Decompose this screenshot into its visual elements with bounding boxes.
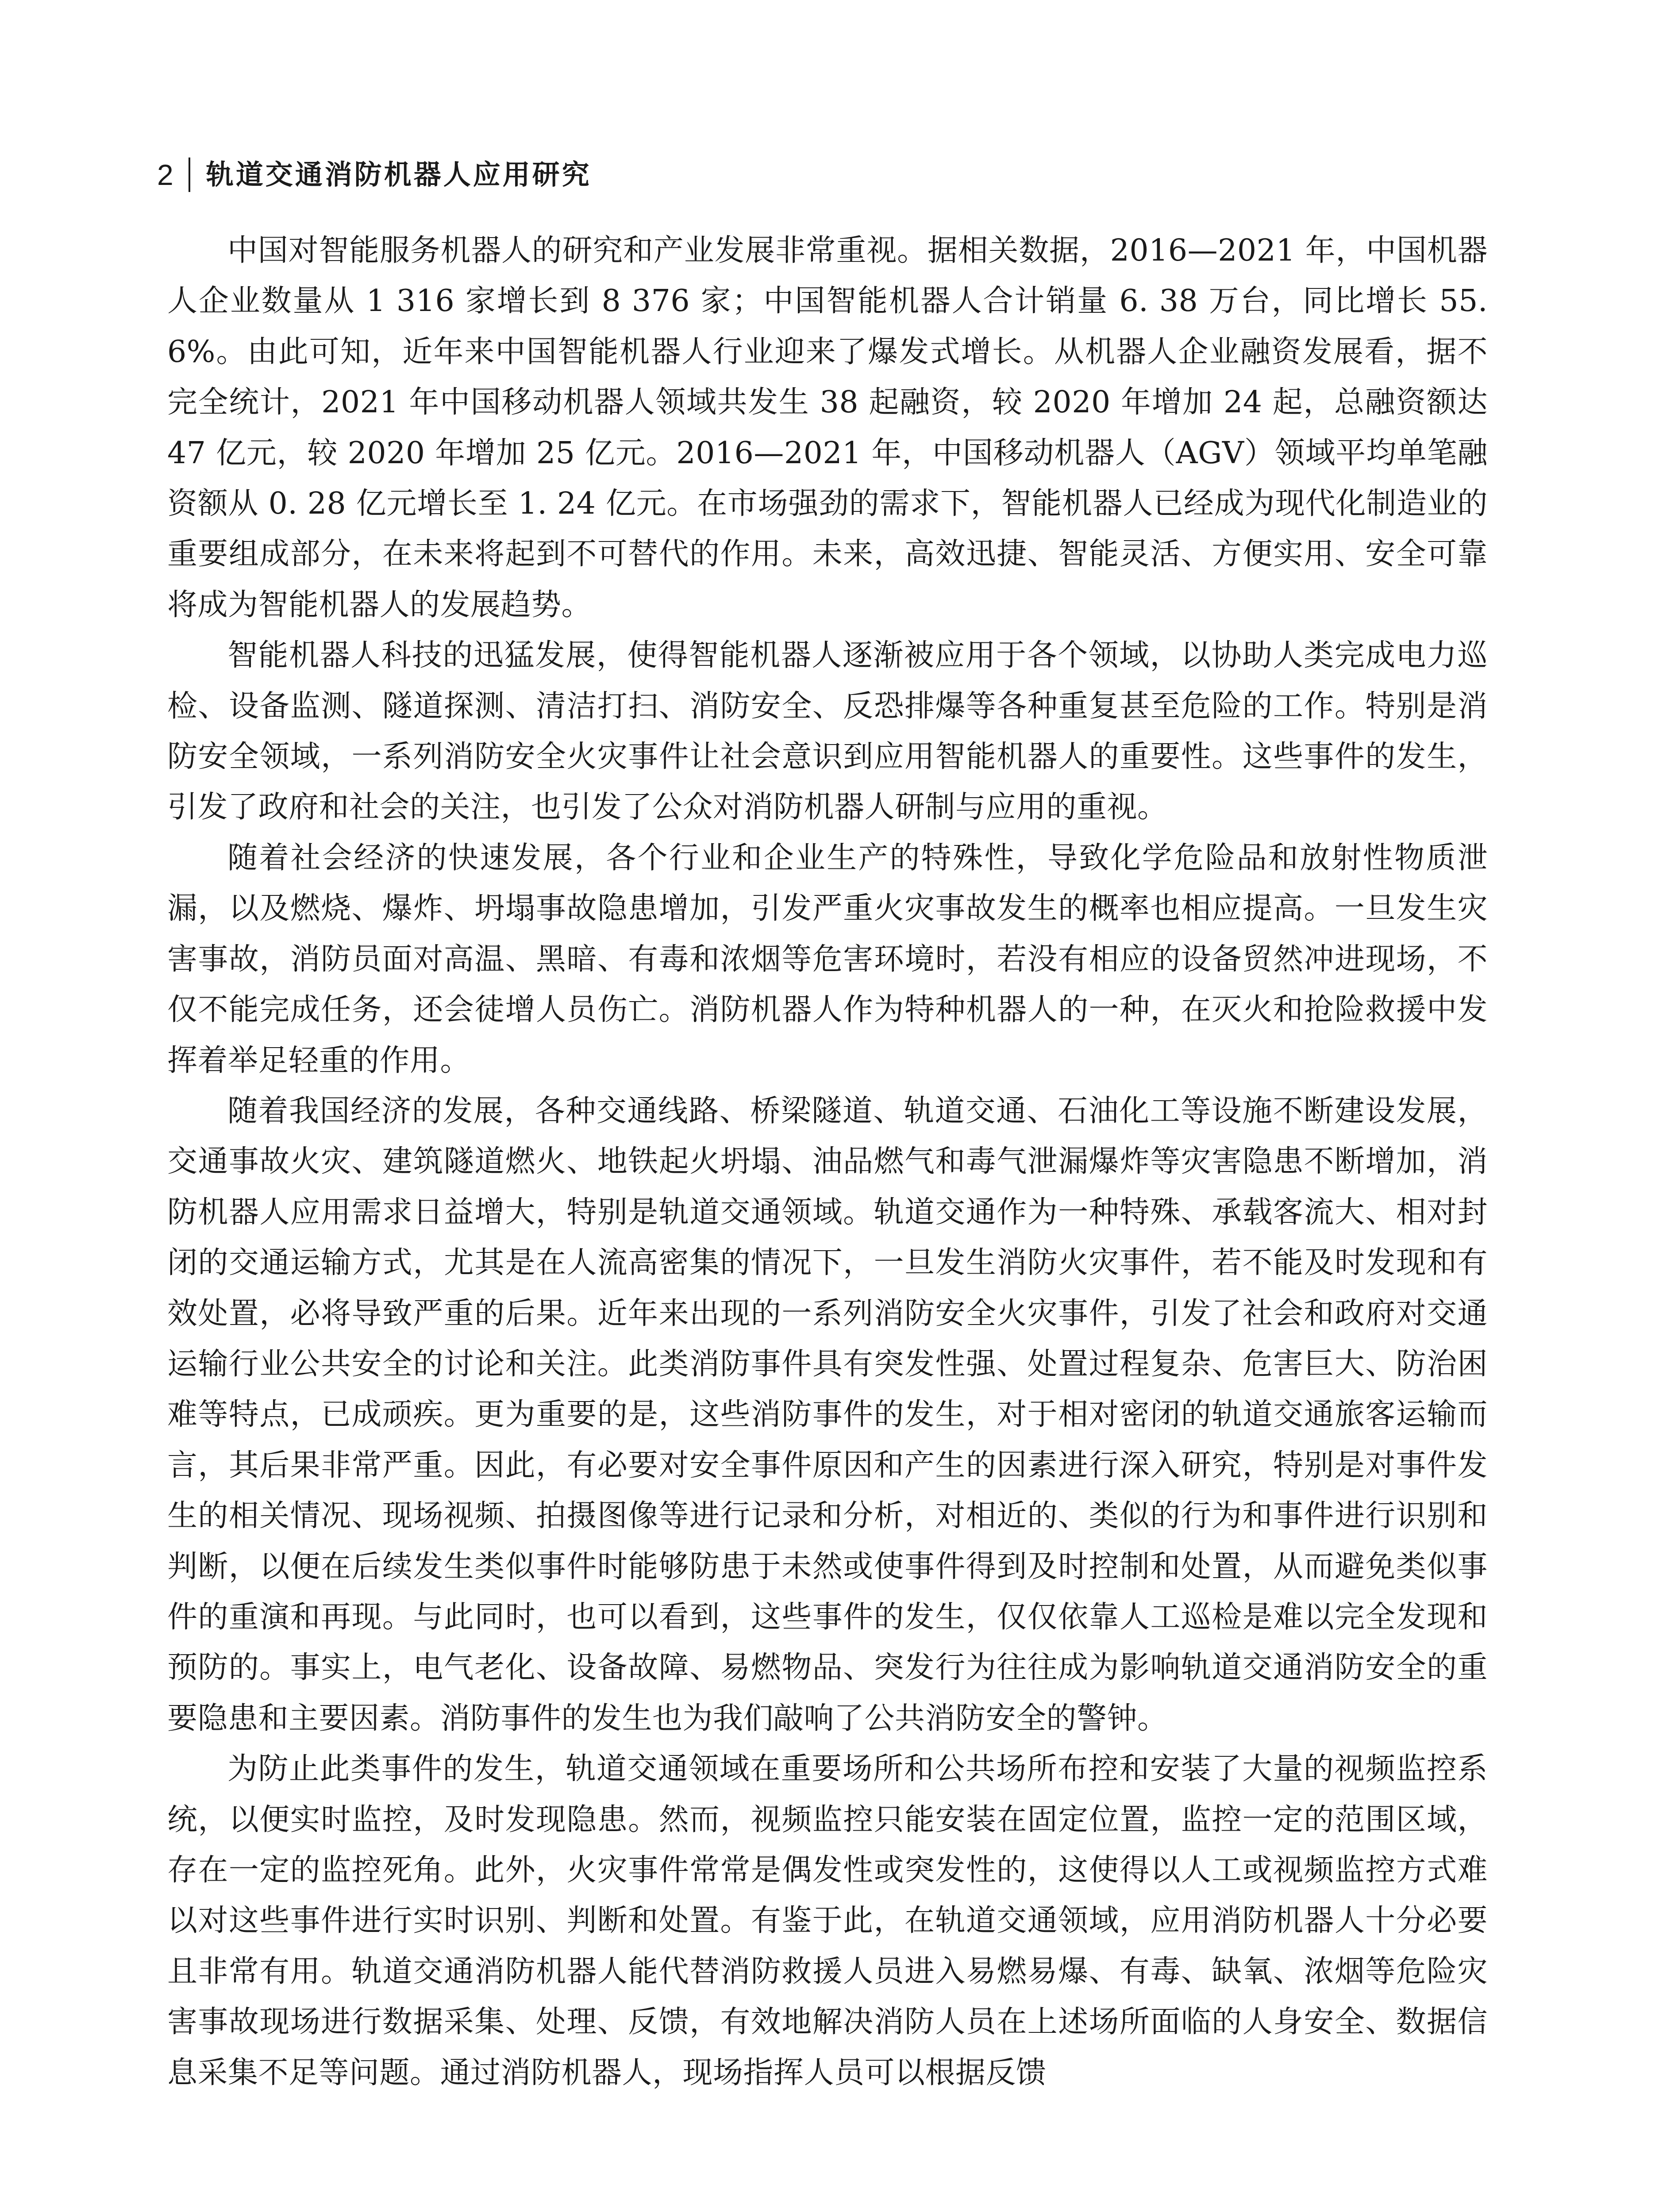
paragraph-5: 为防止此类事件的发生，轨道交通领域在重要场所和公共场所布控和安装了大量的视频监控系统，以便实时监控，及时发现隐患。然而，视频监控只能安装在固定位置，监控一定的范围区域，存在一定的监控死角。此外，火灾事件常常是偶发性或突发性的，这使得以人工或视频监控方式难以对这些事件进行实时识别、判断和处置。有鉴于此，在轨道交通领域，应用消防机器人十分必要且非常有用。轨道交通消防机器人能代替消防救援人员进入易燃易爆、有毒、缺氧、浓烟等危险灾害事故现场进行数据采集、处理、反馈，有效地解决消防人员在上述场所面临的人身安全、数据信息采集不足等问题。通过消防机器人，现场指挥人员可以根据反馈 — [167, 1751, 1488, 2090]
page-number: 2 — [157, 158, 173, 191]
paragraph-3: 随着社会经济的快速发展，各个行业和企业生产的特殊性，导致化学危险品和放射性物质泄漏，以及燃烧、爆炸、坍塌事故隐患增加，引发严重火灾事故发生的概率也相应提高。一旦发生灾害事故，消防员面对高温、黑暗、有毒和浓烟等危害环境时，若没有相应的设备贸然冲进现场，不仅不能完成任务，还会徒增人员伤亡。消防机器人作为特种机器人的一种，在灭火和抢险救援中发挥着举足轻重的作用。 — [167, 840, 1488, 1078]
body-text — [167, 226, 1488, 2098]
running-header — [157, 155, 592, 195]
header-divider — [189, 157, 190, 192]
paragraph-1: 中国对智能服务机器人的研究和产业发展非常重视。据相关数据，2016—2021 年，中国机器人企业数量从 1 316 家增长到 8 376 家；中国智能机器人合计销量 6. 38 万台，同比增长 55. 6%。由此可知，近年来中国智能机器人行业迎来了爆发式增长。从机器人企业融资发展看，据不完全统计，2021 年中国移动机器人领域共发生 38 起融资，较 2020 年增加 24 起，总融资额达 47 亿元，较 2020 年增加 25 亿元。2016—2021 年，中国移动机器人（AGV）领域平均单笔融资额从 0. 28 亿元增长至 1. 24 亿元。在市场强劲的需求下，智能机器人已经成为现代化制造业的重要组成部分，在未来将起到不可替代的作用。未来，高效迅捷、智能灵活、方便实用、安全可靠将成为智能机器人的发展趋势。 — [167, 233, 1488, 622]
paragraph-2: 智能机器人科技的迅猛发展，使得智能机器人逐渐被应用于各个领域，以协助人类完成电力巡检、设备监测、隧道探测、清洁打扫、消防安全、反恐排爆等各种重复甚至危险的工作。特别是消防安全领域，一系列消防安全火灾事件让社会意识到应用智能机器人的重要性。这些事件的发生，引发了政府和社会的关注，也引发了公众对消防机器人研制与应用的重视。 — [167, 638, 1488, 825]
book-title: 轨道交通消防机器人应用研究 — [206, 158, 592, 191]
paragraph-4: 随着我国经济的发展，各种交通线路、桥梁隧道、轨道交通、石油化工等设施不断建设发展，交通事故火灾、建筑隧道燃火、地铁起火坍塌、油品燃气和毒气泄漏爆炸等灾害隐患不断增加，消防机器人应用需求日益增大，特别是轨道交通领域。轨道交通作为一种特殊、承载客流大、相对封闭的交通运输方式，尤其是在人流高密集的情况下，一旦发生消防火灾事件，若不能及时发现和有效处置，必将导致严重的后果。近年来出现的一系列消防安全火灾事件，引发了社会和政府对交通运输行业公共安全的讨论和关注。此类消防事件具有突发性强、处置过程复杂、危害巨大、防治困难等特点，已成顽疾。更为重要的是，这些消防事件的发生，对于相对密闭的轨道交通旅客运输而言，其后果非常严重。因此，有必要对安全事件原因和产生的因素进行深入研究，特别是对事件发生的相关情况、现场视频、拍摄图像等进行记录和分析，对相近的、类似的行为和事件进行识别和判断，以便在后续发生类似事件时能够防患于未然或使事件得到及时控制和处置，从而避免类似事件的重演和再现。与此同时，也可以看到，这些事件的发生，仅仅依靠人工巡检是难以完全发现和预防的。事实上，电气老化、设备故障、易燃物品、突发行为往往成为影响轨道交通消防安全的重要隐患和主要因素。消防事件的发生也为我们敲响了公共消防安全的警钟。 — [167, 1093, 1488, 1736]
